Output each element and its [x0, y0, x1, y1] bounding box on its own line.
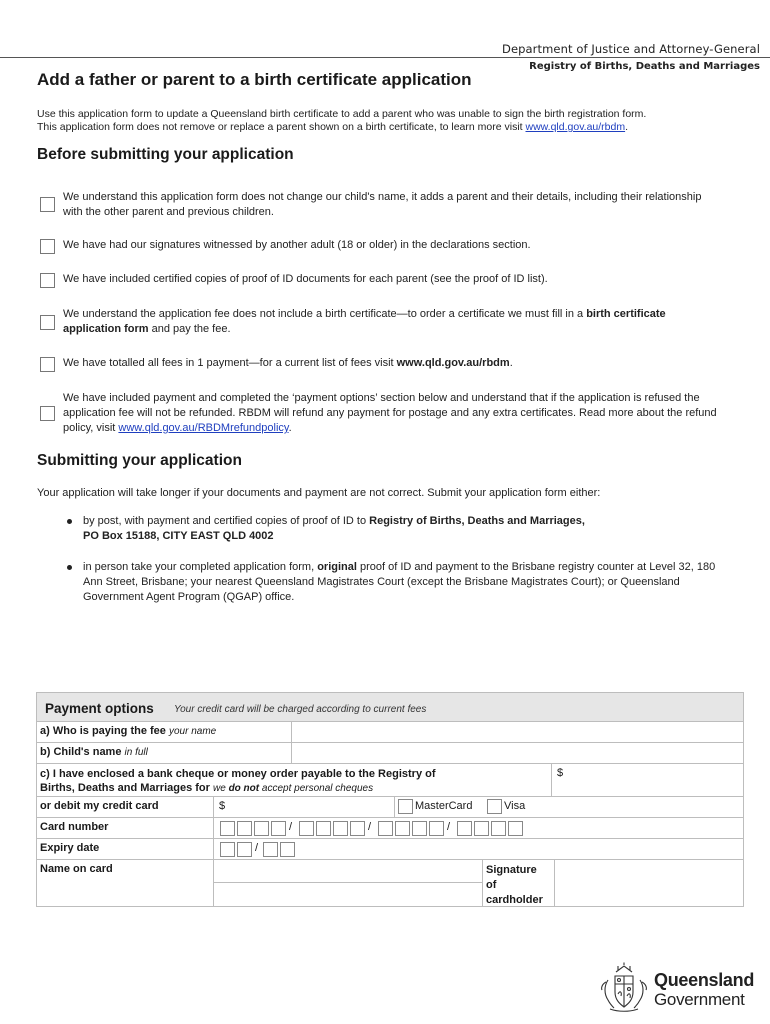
card-digit-box[interactable] [220, 821, 235, 836]
card-digit-box[interactable] [378, 821, 393, 836]
checkbox-signatures-witnessed[interactable] [40, 239, 55, 254]
expiry-digit-box[interactable] [237, 842, 252, 857]
department-name: Department of Justice and Attorney-General [501, 42, 760, 56]
card-digit-box[interactable] [316, 821, 331, 836]
expiry-digit-box[interactable] [263, 842, 278, 857]
card-digit-box[interactable] [474, 821, 489, 836]
registry-name: Registry of Births, Deaths and Marriages [529, 61, 760, 72]
row-name-on-card: Name on card Signature of cardholder [37, 860, 743, 906]
card-digit-box[interactable] [333, 821, 348, 836]
checkbox-label-name-unchanged: We understand this application form does not change our child's name, it adds a parent and their details, including their relationship with the other parent and previous children. [63, 191, 702, 218]
bullet-dot [67, 565, 72, 570]
checkbox-payment-included[interactable] [40, 406, 55, 421]
row-cheque: c) I have enclosed a bank cheque or money order payable to the Registry of Births, Deaths and Marriages for we do not accept personal cheques $ [37, 764, 743, 797]
brand-government: Government [654, 990, 745, 1009]
expiry-digit-box[interactable] [280, 842, 295, 857]
card-digit-box[interactable] [271, 821, 286, 836]
card-digit-box[interactable] [491, 821, 506, 836]
payment-note: Your credit card will be charged according to current fees [174, 704, 427, 715]
payment-header [37, 693, 743, 722]
name-on-card-field[interactable] [214, 860, 482, 883]
rbdm-link[interactable]: www.qld.gov.au/rbdm [525, 121, 626, 133]
card-digit-box[interactable] [457, 821, 472, 836]
card-digit-box[interactable] [350, 821, 365, 836]
signature-field[interactable] [555, 860, 743, 906]
card-digit-box[interactable] [237, 821, 252, 836]
child-name-field[interactable] [292, 743, 743, 763]
submitting-heading: Submitting your application [37, 452, 242, 469]
row-card-number: Card number / / / [37, 818, 743, 839]
checkbox-name-unchanged[interactable] [40, 197, 55, 212]
header-divider [0, 57, 770, 58]
checkbox-proof-of-id[interactable] [40, 273, 55, 288]
mastercard-label: MasterCard [415, 800, 473, 812]
intro-line-1: Use this application form to update a Queensland birth certificate to add a parent who was unable to sign the birth registration form. [37, 108, 647, 120]
checkbox-fees-totalled[interactable] [40, 357, 55, 372]
bullet-dot [67, 519, 72, 524]
queensland-crest-icon [598, 962, 650, 1014]
checkbox-fee-no-certificate[interactable] [40, 315, 55, 330]
card-digit-box[interactable] [412, 821, 427, 836]
cheque-amount-field[interactable] [552, 764, 743, 796]
card-digit-box[interactable] [508, 821, 523, 836]
submitting-intro: Your application will take longer if your documents and payment are not correct. Submit your application form either: [37, 487, 601, 499]
visa-label: Visa [504, 800, 526, 812]
bullet-post: by post, with payment and certified copies of proof of ID to Registry of Births, Deaths and Marriages, PO Box 15188, CITY EAST QLD 4002 [83, 515, 585, 542]
checkbox-label-payment-included: We have included payment and completed the ‘payment options’ section below and understand that if the application is refused the application fee will not be refunded. RBDM will refund any payment for postage and any extra certificates. Read more about the refund policy, visit www.qld.gov.au/RBDMrefundpolicy. [63, 392, 717, 434]
card-digit-box[interactable] [395, 821, 410, 836]
card-digit-box[interactable] [429, 821, 444, 836]
checkbox-label-proof-of-id: We have included certified copies of proof of ID documents for each parent (see the proof of ID list). [63, 273, 548, 285]
cheque-amount-currency: $ [557, 767, 564, 779]
signature-label: Signature of cardholder [486, 864, 543, 906]
expiry-digit-box[interactable] [220, 842, 235, 857]
row-payer: a) Who is paying the fee your name [37, 722, 743, 743]
checkbox-label-fee-no-certificate: We understand the application fee does not include a birth certificate—to order a certificate we must fill in a birth certificate application form and pay the fee. [63, 308, 666, 335]
debit-amount-field[interactable] [214, 797, 394, 817]
mastercard-checkbox[interactable] [398, 799, 413, 814]
page-title: Add a father or parent to a birth certificate application [37, 70, 472, 89]
card-digit-box[interactable] [299, 821, 314, 836]
visa-checkbox[interactable] [487, 799, 502, 814]
row-expiry: Expiry date / [37, 839, 743, 860]
debit-amount-currency: $ [219, 800, 226, 812]
row-debit: or debit my credit card $ MasterCard Visa [37, 797, 743, 818]
checkbox-label-fees-totalled: We have totalled all fees in 1 payment—for a current list of fees visit www.qld.gov.au/rbdm. [63, 357, 513, 369]
before-heading: Before submitting your application [37, 146, 294, 163]
intro-line-2: This application form does not remove or replace a parent shown on a birth certificate, to learn more visit www.qld.gov.au/rbdm. [37, 121, 629, 133]
payer-name-field[interactable] [292, 722, 743, 742]
card-digit-box[interactable] [254, 821, 269, 836]
checkbox-label-signatures-witnessed: We have had our signatures witnessed by another adult (18 or older) in the declarations section. [63, 239, 531, 251]
row-child-name: b) Child's name in full [37, 743, 743, 764]
payment-options-table [36, 692, 744, 907]
bullet-in-person: in person take your completed application form, original proof of ID and payment to the Brisbane registry counter at Level 32, 180 Ann Street, Brisbane; your nearest Queensland Magistrates Court (except the Brisbane Magistrates Court); or Queensland Government Agent Program (QGAP) office. [83, 561, 716, 603]
brand-queensland: Queensland [654, 970, 755, 990]
payment-title: Payment options [45, 701, 154, 716]
refund-policy-link[interactable]: www.qld.gov.au/RBDMrefundpolicy [118, 422, 289, 434]
